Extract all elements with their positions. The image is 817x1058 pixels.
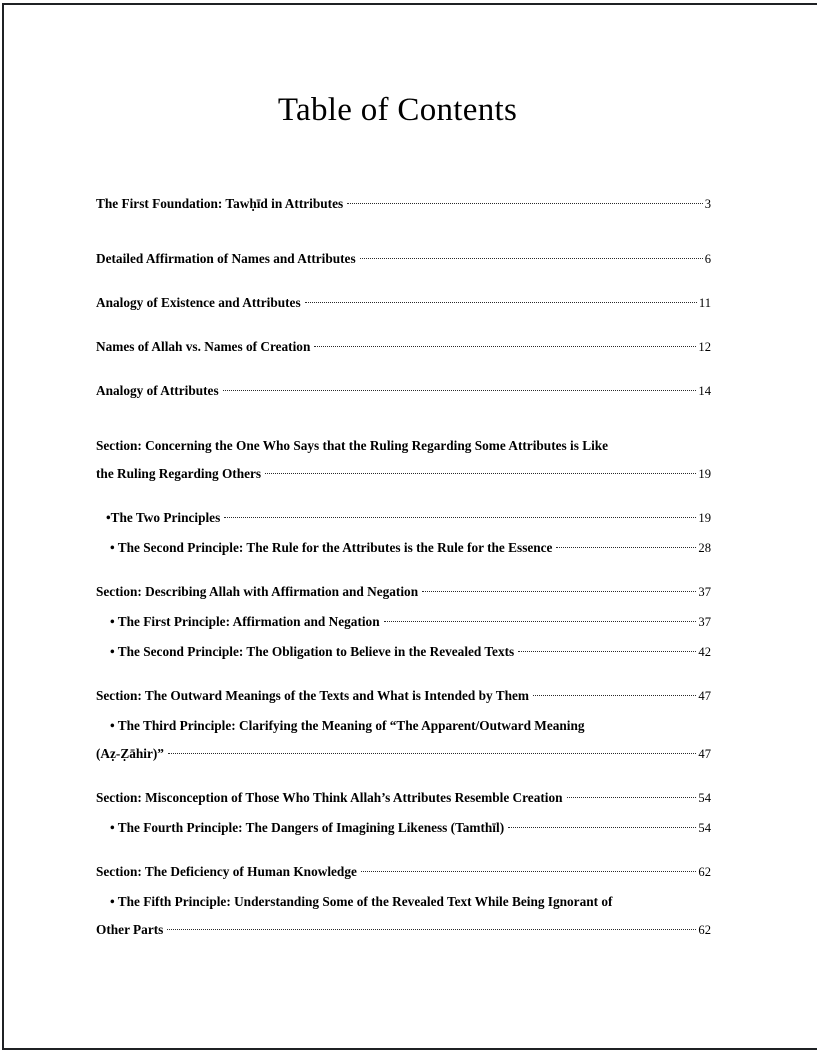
toc-entry-line — [96, 333, 713, 361]
toc-entry-line — [96, 432, 713, 460]
toc-entry[interactable] — [96, 578, 713, 606]
toc-page-number: 47 — [698, 747, 711, 761]
toc-entry[interactable] — [96, 289, 713, 317]
toc-entry-line — [96, 377, 713, 405]
dot-leader — [518, 643, 696, 656]
bullet-icon: • — [110, 540, 118, 555]
toc-entry-label: Analogy of Attributes — [96, 383, 219, 398]
toc-entry-line — [110, 608, 713, 636]
dot-leader — [422, 583, 696, 596]
toc-entry-label: The Two Principles — [110, 510, 221, 525]
toc-page-number: 28 — [698, 541, 711, 555]
toc-entry-label: The Second Principle: The Rule for the Attributes is the Rule for the Essence — [117, 540, 553, 555]
toc-page-number: 11 — [698, 296, 711, 310]
toc-entry-line — [110, 638, 713, 666]
dot-leader — [360, 250, 703, 263]
toc-entry[interactable] — [96, 534, 713, 562]
toc-entry-line — [96, 190, 713, 218]
toc-page-number: 19 — [698, 511, 711, 525]
toc-entry[interactable] — [96, 888, 713, 944]
toc-entry-line — [106, 504, 713, 532]
toc-list — [96, 190, 713, 952]
toc-entry[interactable] — [96, 814, 713, 842]
toc-page-number: 54 — [698, 821, 711, 835]
toc-entry[interactable] — [96, 504, 713, 532]
dot-leader — [314, 338, 696, 351]
toc-entry-line — [96, 460, 713, 488]
toc-page-number: 54 — [698, 791, 711, 805]
page-title: Table of Contents — [277, 92, 518, 128]
toc-page-number: 62 — [698, 865, 711, 879]
dot-leader — [167, 921, 696, 934]
bullet-icon: • — [110, 894, 118, 909]
dot-leader — [224, 509, 696, 522]
toc-entry-label: Section: Describing Allah with Affirmation and Negation — [96, 584, 419, 599]
bullet-icon: • — [106, 510, 111, 525]
toc-entry-line — [110, 534, 713, 562]
dot-leader — [347, 195, 703, 208]
toc-entry-line — [96, 289, 713, 317]
toc-entry-label: Names of Allah vs. Names of Creation — [96, 339, 311, 354]
toc-entry[interactable] — [96, 432, 713, 488]
toc-entry-label: The Second Principle: The Obligation to Believe in the Revealed Texts — [117, 644, 515, 659]
toc-page-number: 6 — [704, 252, 711, 266]
toc-entry-label: Other Parts — [96, 922, 164, 937]
toc-entry-label: Section: Concerning the One Who Says that the Ruling Regarding Some Attributes is Like — [96, 438, 609, 453]
toc-entry-line — [96, 784, 713, 812]
toc-entry-label: The First Principle: Affirmation and Negation — [117, 614, 380, 629]
bullet-icon: • — [110, 820, 118, 835]
toc-entry-label: The Third Principle: Clarifying the Meaning of “The Apparent/Outward Meaning — [117, 718, 585, 733]
toc-entry-line — [96, 740, 713, 768]
toc-entry-line — [96, 578, 713, 606]
dot-leader — [567, 789, 697, 802]
toc-entry-label: The Fifth Principle: Understanding Some of the Revealed Text While Being Ignorant of — [117, 894, 613, 909]
toc-page-number: 12 — [698, 340, 711, 354]
dot-leader — [305, 294, 697, 307]
toc-entry-label: Section: The Deficiency of Human Knowledge — [96, 864, 357, 879]
toc-entry[interactable] — [96, 682, 713, 710]
dot-leader — [223, 382, 697, 395]
toc-page-number: 42 — [698, 645, 711, 659]
toc-entry-label: Section: Misconception of Those Who Think Allah’s Attributes Resemble Creation — [96, 790, 563, 805]
toc-entry[interactable] — [96, 245, 713, 273]
toc-page-number: 62 — [698, 923, 711, 937]
toc-entry-label: (Aẓ-Ẓāhir)” — [96, 746, 164, 761]
toc-entry-label: The First Foundation: Tawḥīd in Attributes — [96, 196, 344, 211]
toc-page-number: 14 — [698, 384, 711, 398]
dot-leader — [508, 819, 696, 832]
toc-entry[interactable] — [96, 190, 713, 218]
bullet-icon: • — [110, 644, 118, 659]
toc-entry-label: the Ruling Regarding Others — [96, 466, 262, 481]
toc-page-number: 37 — [698, 615, 711, 629]
dot-leader — [168, 745, 696, 758]
dot-leader — [361, 863, 697, 876]
toc-entry-label: Section: The Outward Meanings of the Texts and What is Intended by Them — [96, 688, 529, 703]
bullet-icon: • — [110, 718, 118, 733]
dot-leader — [533, 687, 696, 700]
toc-entry-line — [96, 858, 713, 886]
toc-entry-label: Analogy of Existence and Attributes — [96, 295, 301, 310]
toc-page-number: 19 — [698, 467, 711, 481]
bullet-icon: • — [110, 614, 118, 629]
toc-entry[interactable] — [96, 858, 713, 886]
toc-entry-line — [96, 245, 713, 273]
toc-entry-line — [110, 712, 713, 740]
toc-entry[interactable] — [96, 712, 713, 768]
toc-entry-label: The Fourth Principle: The Dangers of Imagining Likeness (Tamthīl) — [117, 820, 505, 835]
dot-leader — [384, 613, 697, 626]
toc-entry-line — [96, 916, 713, 944]
dot-leader — [265, 465, 696, 478]
toc-entry-line — [96, 682, 713, 710]
toc-page-number: 3 — [704, 197, 711, 211]
toc-entry[interactable] — [96, 333, 713, 361]
toc-entry[interactable] — [96, 784, 713, 812]
toc-entry-line — [110, 814, 713, 842]
toc-page-number: 37 — [698, 585, 711, 599]
toc-entry[interactable] — [96, 377, 713, 405]
toc-entry[interactable] — [96, 638, 713, 666]
dot-leader — [556, 539, 696, 552]
toc-page-number: 47 — [698, 689, 711, 703]
toc-entry-line — [110, 888, 713, 916]
toc-entry-label: Detailed Affirmation of Names and Attributes — [96, 251, 356, 266]
toc-entry[interactable] — [96, 608, 713, 636]
